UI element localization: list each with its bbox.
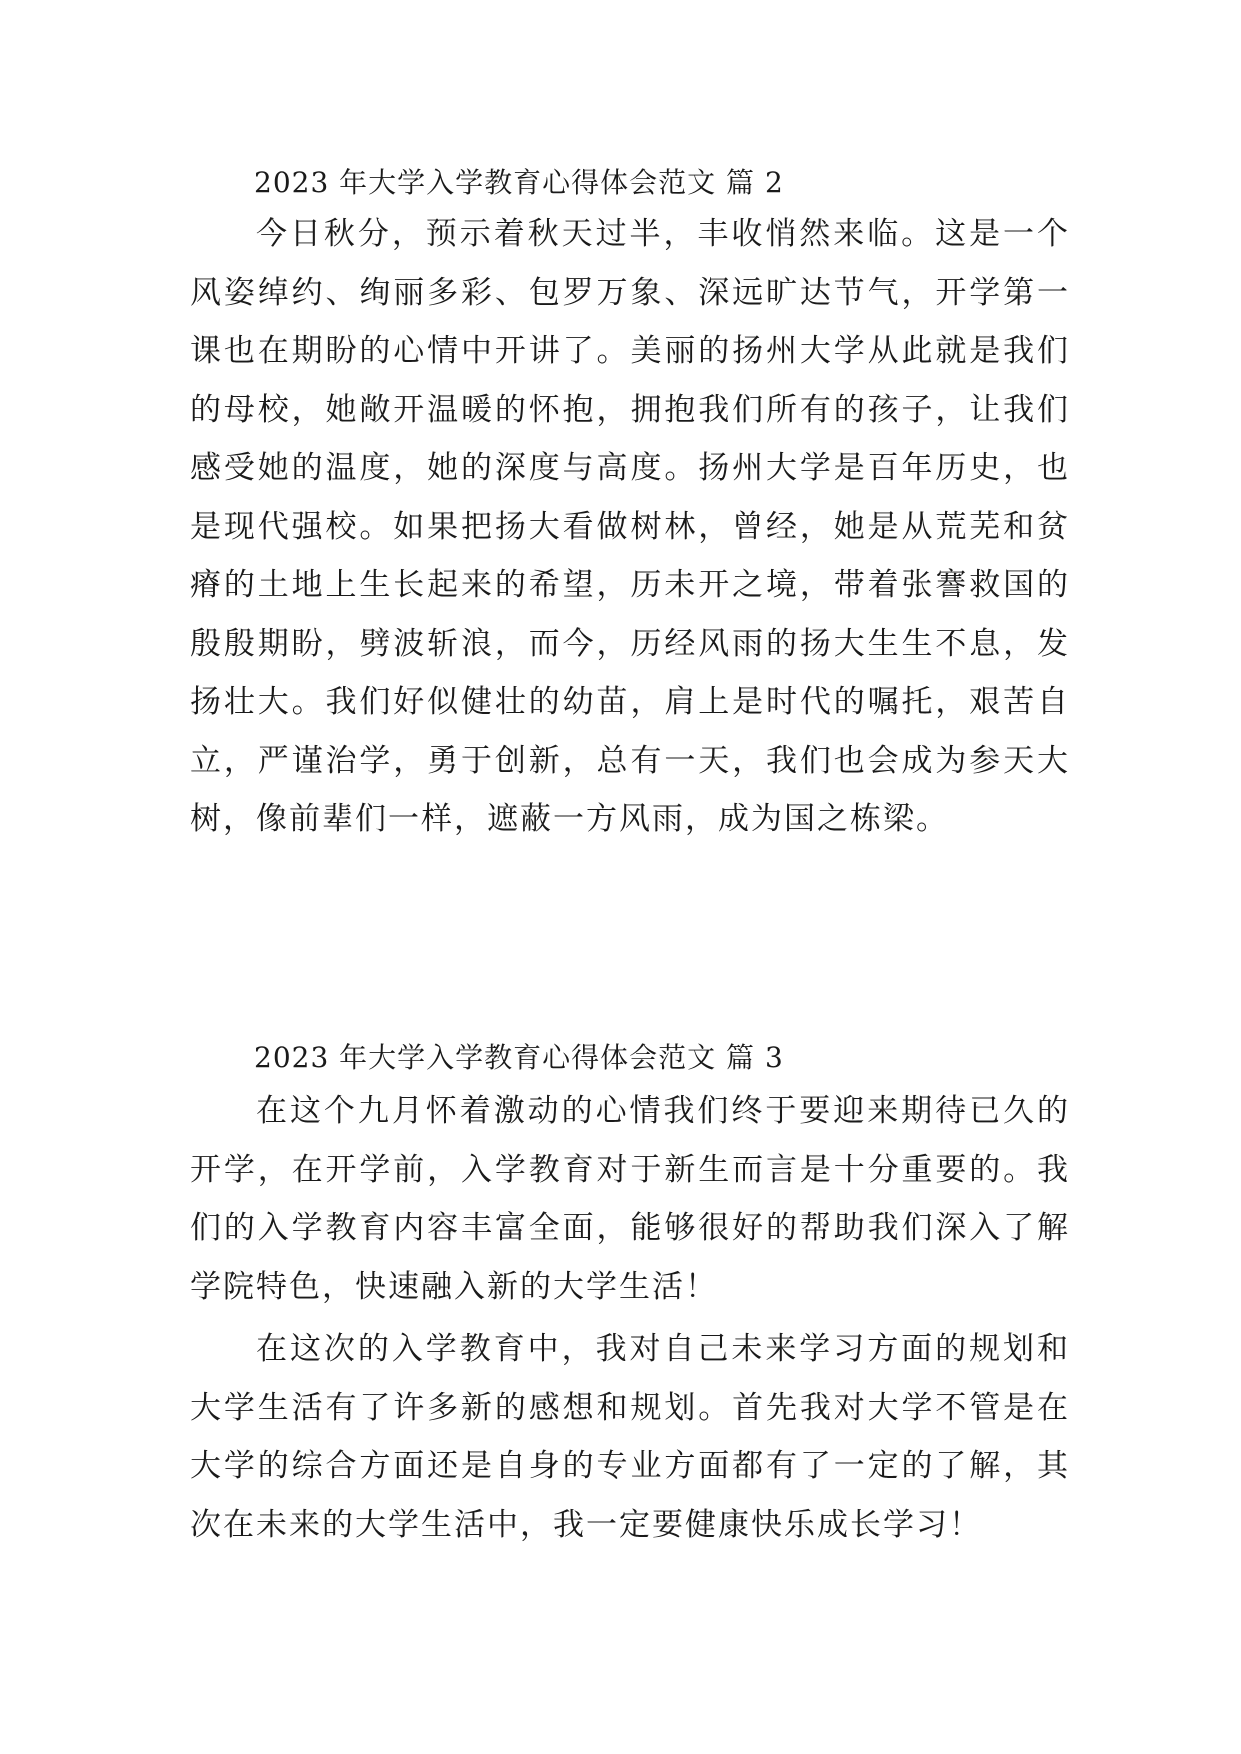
body-paragraph: 在这个九月怀着激动的心情我们终于要迎来期待已久的开学，在开学前，入学教育对于新生而言是十分重要的。我们的入学教育内容丰富全面，能够很好的帮助我们深入了解学院特色，快速融入新的大学生活！	[190, 1093, 1070, 1305]
section-heading: 2023 年大学入学教育心得体会范文 篇 3	[254, 1041, 784, 1074]
section-heading: 2023 年大学入学教育心得体会范文 篇 2	[254, 166, 784, 199]
body-paragraph: 在这次的入学教育中，我对自己未来学习方面的规划和大学生活有了许多新的感想和规划。首先我对大学不管是在大学的综合方面还是自身的专业方面都有了一定的了解，其次在未来的大学生活中，我一定要健康快乐成长学习！	[190, 1331, 1070, 1543]
essay-section-2	[190, 163, 1070, 849]
body-paragraph: 今日秋分，预示着秋天过半，丰收悄然来临。这是一个风姿绰约、绚丽多彩、包罗万象、深远旷达节气，开学第一课也在期盼的心情中开讲了。美丽的扬州大学从此就是我们的母校，她敞开温暖的怀抱，拥抱我们所有的孩子，让我们感受她的温度，她的深度与高度。扬州大学是百年历史，也是现代强校。如果把扬大看做树林，曾经，她是从荒芜和贫瘠的土地上生长起来的希望，历未开之境，带着张謇救国的殷殷期盼，劈波斩浪，而今，历经风雨的扬大生生不息，发扬壮大。我们好似健壮的幼苗，肩上是时代的嘱托，艰苦自立，严谨治学，勇于创新，总有一天，我们也会成为参天大树，像前辈们一样，遮蔽一方风雨，成为国之栋梁。	[190, 216, 1070, 837]
essay-section-3	[190, 1038, 1070, 1554]
